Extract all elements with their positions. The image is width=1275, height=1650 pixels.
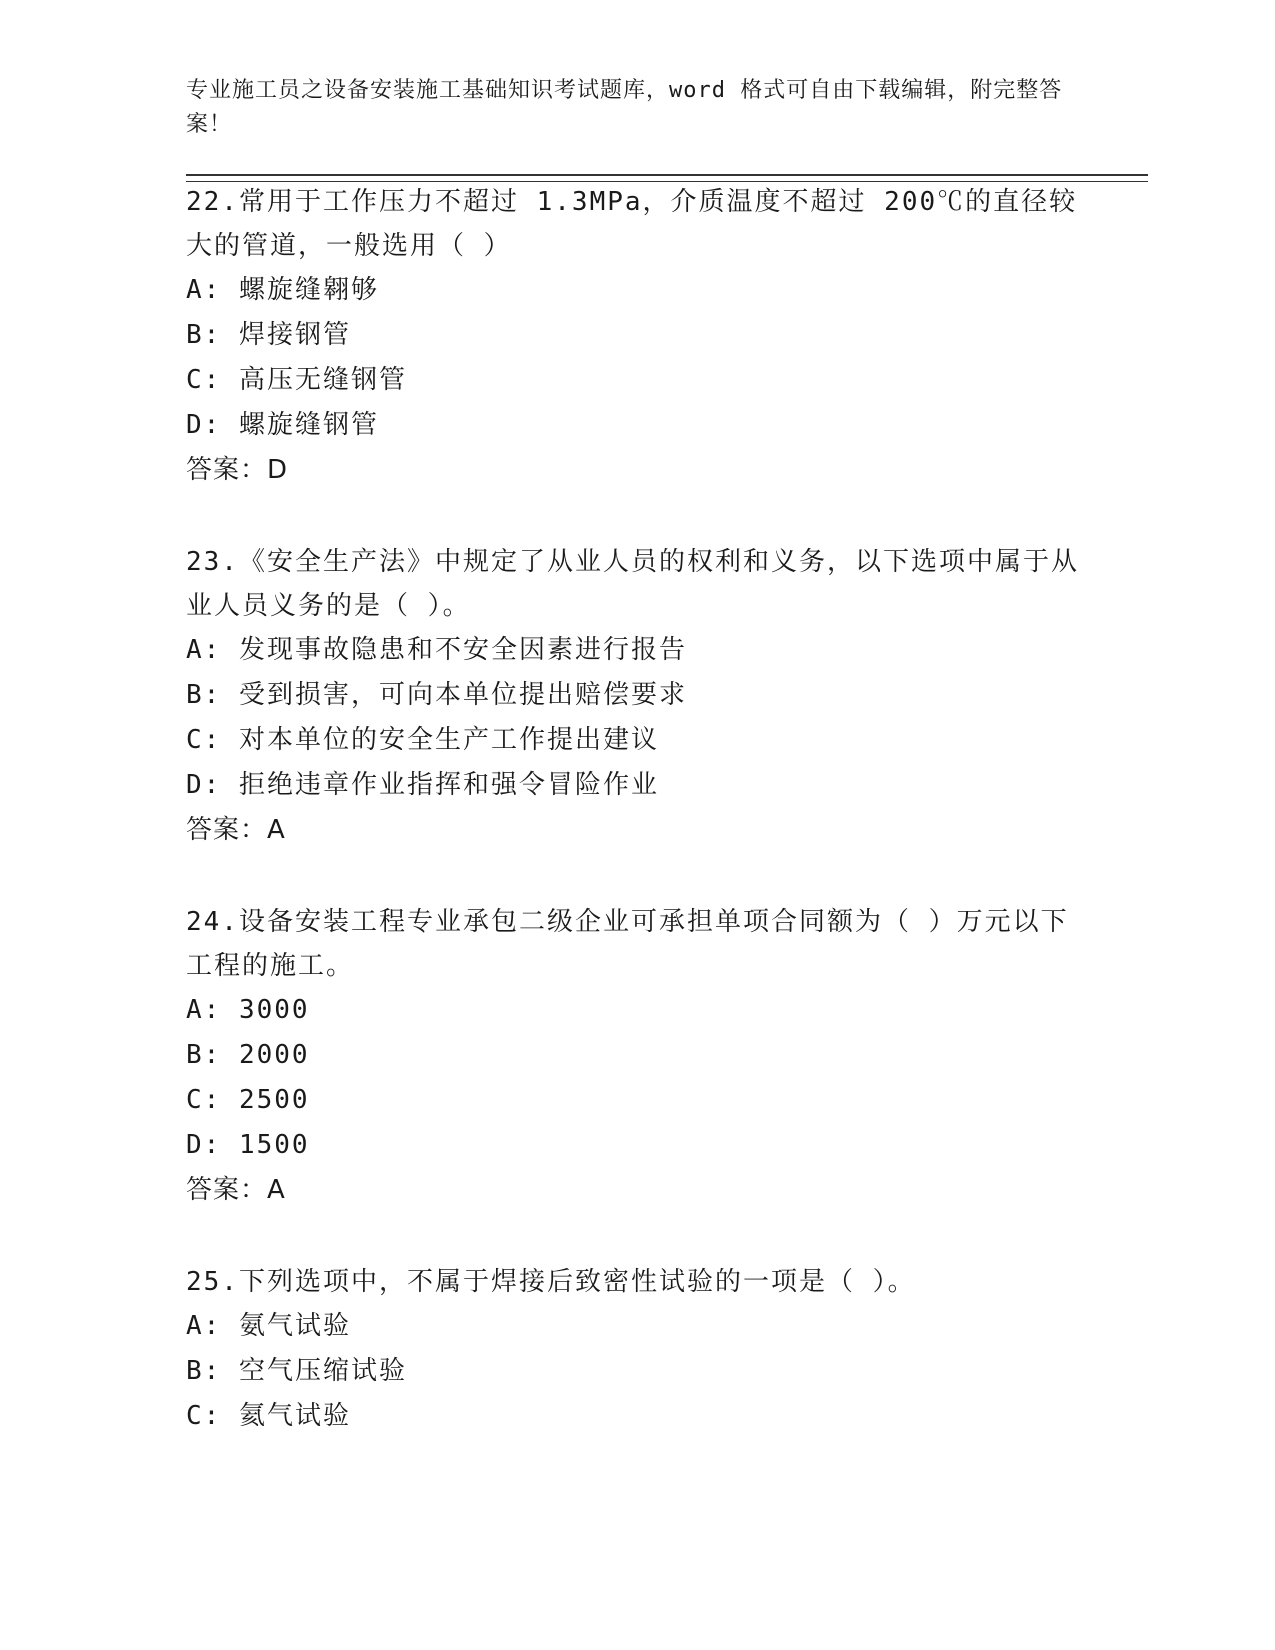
option-c: C: 对本单位的安全生产工作提出建议 (186, 725, 659, 755)
option-b: B: 空气压缩试验 (186, 1356, 407, 1386)
question-stem: 23.《安全生产法》中规定了从业人员的权利和义务，以下选项中属于从业人员义务的是（ ）。 (186, 547, 1079, 621)
answer: 答案：A (186, 815, 286, 845)
option-a: A: 发现事故隐患和不安全因素进行报告 (186, 635, 687, 665)
option-a: A: 氨气试验 (186, 1311, 351, 1341)
question-22 (186, 180, 1086, 493)
question-stem: 25.下列选项中，不属于焊接后致密性试验的一项是（ ）。 (186, 1267, 916, 1297)
option-d: D: 1500 (186, 1130, 310, 1160)
option-c: C: 2500 (186, 1085, 310, 1115)
option-c: C: 氦气试验 (186, 1401, 351, 1431)
option-c: C: 高压无缝钢管 (186, 365, 407, 395)
header-divider (186, 174, 1148, 176)
option-a: A: 3000 (186, 995, 310, 1025)
question-24 (186, 900, 1086, 1213)
answer: 答案：A (186, 1175, 286, 1205)
document-header: 专业施工员之设备安装施工基础知识考试题库，word 格式可自由下载编辑，附完整答案！ (186, 78, 1063, 137)
question-stem: 24.设备安装工程专业承包二级企业可承担单项合同额为（ ）万元以下工程的施工。 (186, 907, 1069, 981)
option-b: B: 2000 (186, 1040, 310, 1070)
option-a: A: 螺旋缝翱够 (186, 275, 379, 305)
option-d: D: 拒绝违章作业指挥和强令冒险作业 (186, 770, 659, 800)
question-25 (186, 1260, 1086, 1439)
option-b: B: 受到损害，可向本单位提出赔偿要求 (186, 680, 687, 710)
question-23 (186, 540, 1086, 853)
question-stem: 22.常用于工作压力不超过 1.3MPa，介质温度不超过 200℃的直径较大的管道，一般选用（ ） (186, 187, 1078, 261)
option-b: B: 焊接钢管 (186, 320, 351, 350)
answer: 答案：D (186, 455, 289, 485)
option-d: D: 螺旋缝钢管 (186, 410, 379, 440)
